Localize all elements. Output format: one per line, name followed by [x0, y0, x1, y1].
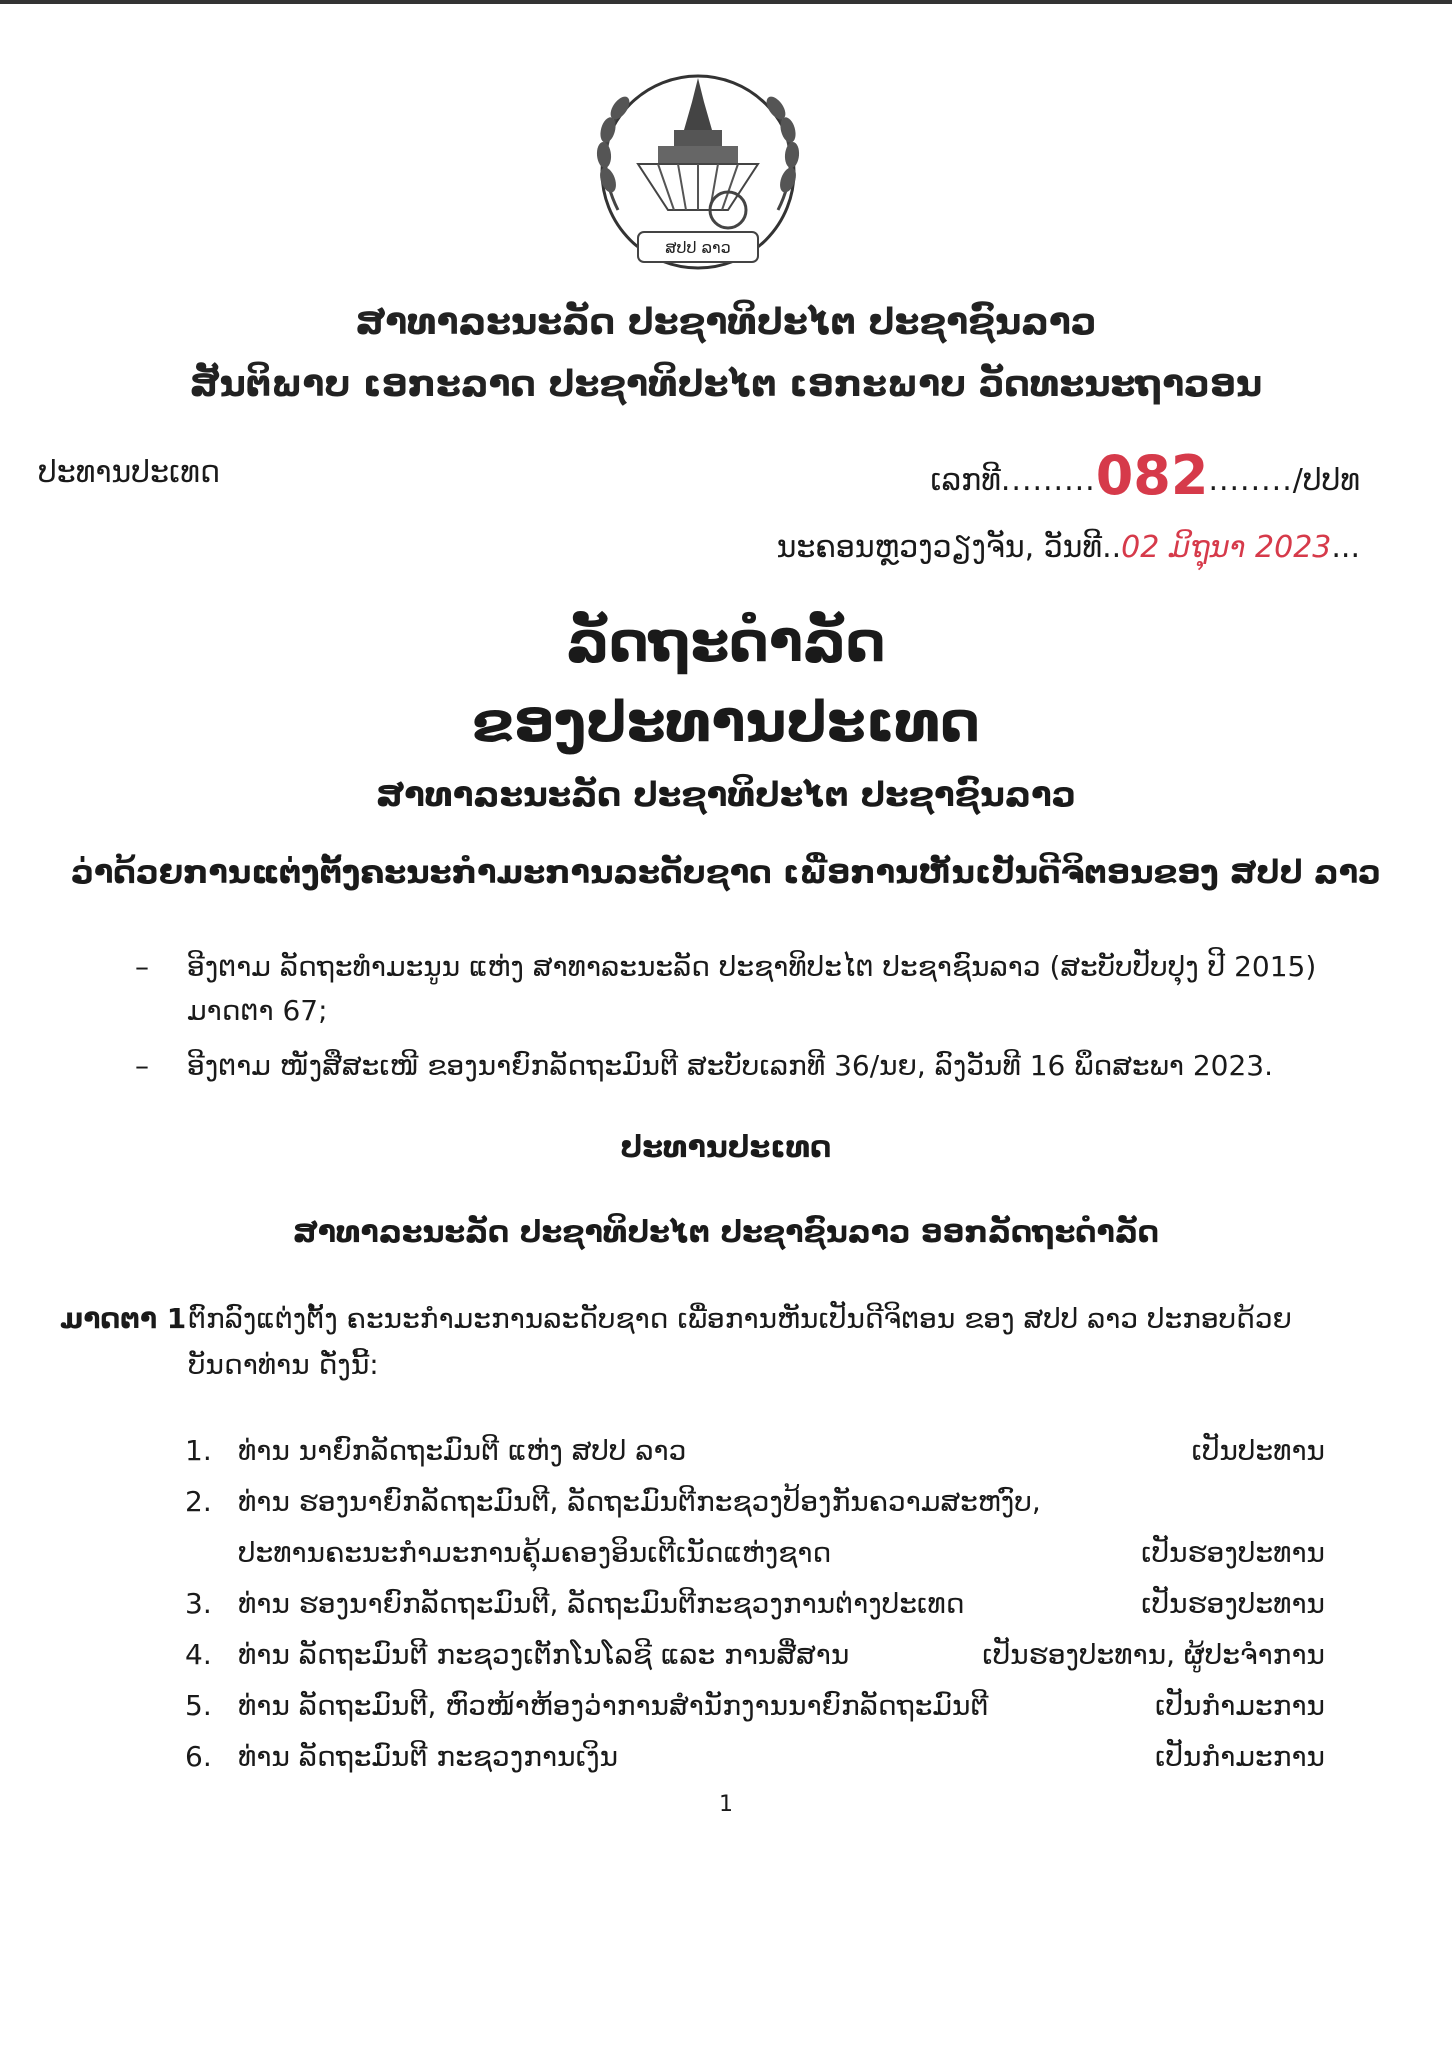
- article-text: ຕົກລົງແຕ່ງຕັ້ງ ຄະນະກໍາມະການລະດັບຊາດ ເພື່ອການຫັນເປັນດີຈິຕອນ ຂອງ ສປປ ລາວ ປະກອບດ້ວຍ ບັນດາທ່ານ ດັ່ງນີ້:: [188, 1302, 1292, 1381]
- lao-national-emblem-icon: [578, 60, 818, 278]
- list-item: 2. ທ່ານ ຮອງນາຍົກລັດຖະມົນຕີ, ລັດຖະມົນຕີກະຊວງປ້ອງກັນຄວາມສະຫງົບ, ປະທານຄະນະກໍາມະການຄຸ້ມຄອງອິນເຕີເນັດແຫ່ງຊາດ ເປັນຮອງປະທານ: [185, 1476, 1335, 1578]
- issuing-office: ປະທານປະເທດ: [38, 455, 221, 490]
- member-role: ເປັນປະທານ: [1191, 1434, 1325, 1467]
- emblem-banner-text: ສປປ ລາວ: [665, 238, 731, 257]
- member-role: ເປັນຮອງປະທານ: [1141, 1536, 1325, 1569]
- list-item: 4. ທ່ານ ລັດຖະມົນຕີ ກະຊວງເຕັກໂນໂລຊີ ແລະ ການສື່ສານ ເປັນຮອງປະທານ, ຜູ້ປະຈໍາການ: [185, 1629, 1335, 1680]
- reference-item: – ອີງຕາມ ໜັງສືສະເໜີ ຂອງນາຍົກລັດຖະມົນຕີ ສະບັບເລກທີ 36/ນຍ, ລົງວັນທີ 16 ພຶດສະພາ 2023.: [135, 1044, 1345, 1088]
- member-title: ທ່ານ ລັດຖະມົນຕີ, ຫົວໜ້າຫ້ອງວ່າການສໍານັກງານນາຍົກລັດຖະມົນຕີ: [238, 1689, 989, 1722]
- member-title: ທ່ານ ນາຍົກລັດຖະມົນຕີ ແຫ່ງ ສປປ ລາວ: [238, 1434, 687, 1467]
- decree-subject: ວ່າດ້ວຍການແຕ່ງຕັ້ງຄະນະກໍາມະການລະດັບຊາດ ເພື່ອການຫັນເປັນດີຈິຕອນຂອງ ສປປ ລາວ: [71, 853, 1381, 891]
- number-suffix: /ປປທ: [1292, 463, 1360, 498]
- member-title: ທ່ານ ຮອງນາຍົກລັດຖະມົນຕີ, ລັດຖະມົນຕີກະຊວງການຕ່າງປະເທດ: [238, 1587, 965, 1620]
- member-role: ເປັນກໍາມະການ: [1155, 1740, 1325, 1773]
- member-title-cont: ປະທານຄະນະກໍາມະການຄຸ້ມຄອງອິນເຕີເນັດແຫ່ງຊາດ: [238, 1536, 832, 1569]
- member-role: ເປັນຮອງປະທານ: [1141, 1587, 1325, 1620]
- decree-republic: ສາທາລະນະລັດ ປະຊາທິປະໄຕ ປະຊາຊົນລາວ: [376, 775, 1076, 815]
- member-title: ທ່ານ ລັດຖະມົນຕີ ກະຊວງການເງິນ: [238, 1740, 619, 1773]
- list-item: 1. ທ່ານ ນາຍົກລັດຖະມົນຕີ ແຫ່ງ ສປປ ລາວ ເປັນປະທານ: [185, 1425, 1335, 1476]
- document-date: ນະຄອນຫຼວງວຽງຈັນ, ວັນທີ..02 ມິຖຸນາ 2023...: [776, 530, 1360, 565]
- header-republic: ສາທາລະນະລັດ ປະຊາທິປະໄຕ ປະຊາຊົນລາວ: [355, 302, 1097, 343]
- number-value: 082: [1095, 444, 1209, 507]
- member-title: ທ່ານ ລັດຖະມົນຕີ ກະຊວງເຕັກໂນໂລຊີ ແລະ ການສື່ສານ: [238, 1638, 850, 1671]
- reference-item: – ອີງຕາມ ລັດຖະທໍາມະນູນ ແຫ່ງ ສາທາລະນະລັດ ປະຊາທິປະໄຕ ປະຊາຊົນລາວ (ສະບັບປັບປຸງ ປີ 2015) ມາດຕາ 67;: [135, 945, 1345, 1033]
- scan-top-border: [0, 0, 1452, 4]
- page-number: 1: [719, 1792, 733, 1817]
- header-motto: ສັນຕິພາບ ເອກະລາດ ປະຊາທິປະໄຕ ເອກະພາບ ວັດທະນະຖາວອນ: [189, 364, 1263, 405]
- decree-title-owner: ຂອງປະທານປະເທດ: [471, 690, 981, 755]
- date-prefix: ນະຄອນຫຼວງວຽງຈັນ, ວັນທີ: [776, 530, 1103, 565]
- president-heading: ປະທານປະເທດ: [620, 1130, 832, 1165]
- article-label: ມາດຕາ 1: [60, 1302, 187, 1335]
- issue-heading: ສາທາລະນະລັດ ປະຊາທິປະໄຕ ປະຊາຊົນລາວ ອອກລັດຖະດໍາລັດ: [292, 1215, 1160, 1250]
- date-value: 02 ມິຖຸນາ 2023: [1121, 530, 1332, 565]
- reference-text: ອີງຕາມ ໜັງສືສະເໜີ ຂອງນາຍົກລັດຖະມົນຕີ ສະບັບເລກທີ 36/ນຍ, ລົງວັນທີ 16 ພຶດສະພາ 2023.: [187, 1049, 1273, 1082]
- member-role: ເປັນກໍາມະການ: [1155, 1689, 1325, 1722]
- member-role: ເປັນຮອງປະທານ, ຜູ້ປະຈໍາການ: [982, 1638, 1325, 1671]
- member-list: [185, 1425, 1335, 1782]
- article-1: [60, 1296, 1350, 1388]
- decree-title: ລັດຖະດໍາລັດ: [566, 610, 886, 675]
- list-item: 3. ທ່ານ ຮອງນາຍົກລັດຖະມົນຕີ, ລັດຖະມົນຕີກະຊວງການຕ່າງປະເທດ ເປັນຮອງປະທານ: [185, 1578, 1335, 1629]
- document-number: ເລກທີ.........082......../ປປທ: [930, 444, 1360, 507]
- member-title: ທ່ານ ຮອງນາຍົກລັດຖະມົນຕີ, ລັດຖະມົນຕີກະຊວງປ້ອງກັນຄວາມສະຫງົບ,: [238, 1485, 1041, 1518]
- reference-text: ອີງຕາມ ລັດຖະທໍາມະນູນ ແຫ່ງ ສາທາລະນະລັດ ປະຊາທິປະໄຕ ປະຊາຊົນລາວ (ສະບັບປັບປຸງ ປີ 2015) ມາດຕາ 67;: [187, 950, 1317, 1027]
- list-item: 6. ທ່ານ ລັດຖະມົນຕີ ກະຊວງການເງິນ ເປັນກໍາມະການ: [185, 1731, 1335, 1782]
- list-item: 5. ທ່ານ ລັດຖະມົນຕີ, ຫົວໜ້າຫ້ອງວ່າການສໍານັກງານນາຍົກລັດຖະມົນຕີ ເປັນກໍາມະການ: [185, 1680, 1335, 1731]
- number-label: ເລກທີ: [930, 463, 1001, 498]
